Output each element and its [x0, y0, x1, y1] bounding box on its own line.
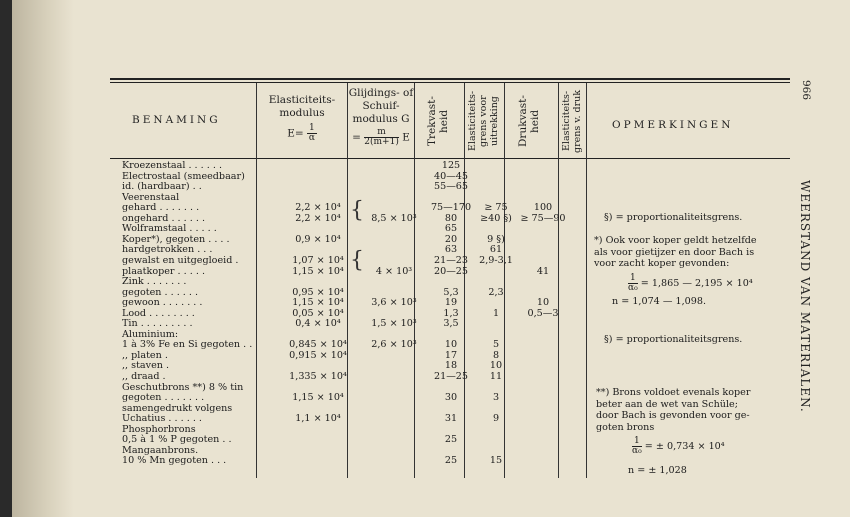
material-name: Mangaanbrons. — [122, 444, 199, 456]
trekvastheid-value: 1,3 — [443, 307, 459, 319]
trekvastheid-value: 31 — [444, 413, 458, 425]
e-modulus-value: 0,9 × 10⁴ — [295, 233, 341, 245]
trekvastheid-value: 21—23 — [433, 254, 468, 266]
table-row — [12, 192, 792, 203]
e-modulus-value: 0,915 × 10⁴ — [289, 349, 347, 361]
material-name: gewalst en uitgegloeid . — [122, 254, 239, 266]
header-trekvastheid: Trekvast-heid — [426, 96, 450, 146]
material-name: gegoten . . . . . . . — [122, 392, 205, 404]
e-modulus-value: 1,15 × 10⁴ — [292, 392, 344, 404]
trekvastheid-value: 17 — [444, 349, 458, 361]
drukvastheid-value: 10 — [536, 297, 550, 309]
trekvastheid-value: 19 — [444, 297, 458, 309]
trekvastheid-value: 30 — [444, 392, 458, 404]
note-brons: **) Brons voldoet evenals koper beter aan de wet van Schüle; door Bach is gevonden voor ge- goten brons $\frac{1}{\text{α₀}}$ = ± 0,734 × 10⁴ — [596, 387, 751, 456]
material-name: Wolframstaal . . . . . — [122, 223, 217, 235]
note-proportionaliteit-2: §) = proportionaliteitsgrens. — [604, 334, 743, 345]
el-grens-value: 9 §) — [487, 233, 505, 245]
el-grens-value: 9 — [492, 413, 500, 425]
material-name: ,, draad . — [122, 371, 166, 382]
material-name: 10 % Mn gegoten . . . — [122, 455, 227, 467]
material-name: ,, platen . — [122, 349, 168, 361]
trekvastheid-value: 80 — [444, 212, 458, 224]
g-modulus-value: 8,5 × 10³ — [371, 212, 417, 224]
e-modulus-value: 1,15 × 10⁴ — [292, 265, 344, 277]
table-row — [12, 160, 792, 171]
e-modulus-value: 0,845 × 10⁴ — [289, 339, 347, 351]
el-grens-value: 15 — [489, 455, 503, 467]
trekvastheid-value: 5,3 — [443, 286, 459, 298]
material-name: 0,5 à 1 % P gegoten . . — [122, 434, 232, 446]
material-name: plaatkoper . . . . . — [122, 265, 205, 277]
g-modulus-value: 2,6 × 10³ — [371, 339, 417, 351]
drukvastheid-value: 41 — [536, 265, 550, 277]
top-rule — [110, 78, 790, 80]
header-e-modulus: Elasticiteits- modulus E= $\frac{1}{\alpha}$ — [268, 94, 336, 143]
note-koper-n: n = 1,074 — 1,098. — [612, 296, 706, 307]
brace: { — [350, 198, 364, 223]
material-name: samengedrukt volgens — [122, 402, 233, 414]
material-name: Kroezenstaal . . . . . . — [122, 160, 222, 171]
material-name: id. (hardbaar) . . — [122, 181, 202, 193]
table-row — [12, 318, 792, 329]
material-name: Tin . . . . . . . . . — [122, 318, 193, 330]
trekvastheid-value: 55—65 — [433, 181, 468, 193]
drukvastheid-value: ≥ 75—90 — [520, 212, 566, 224]
header-bottom-rule — [110, 158, 790, 159]
trekvastheid-value: 125 — [441, 160, 461, 171]
g-modulus-value: 1,5 × 10³ — [371, 318, 417, 330]
header-benaming: BENAMING — [132, 114, 221, 126]
trekvastheid-value: 25 — [444, 434, 458, 446]
header-el-grens-trek: Elasticiteits-grens voor uitrekking — [467, 90, 500, 152]
trekvastheid-value: 10 — [444, 339, 458, 351]
brace: { — [350, 248, 364, 273]
e-modulus-value: 2,2 × 10⁴ — [295, 202, 341, 214]
el-grens-value: 61 — [489, 244, 503, 256]
note-koper: *) Ook voor koper geldt hetzelfde als voor gietijzer en door Bach is voor zacht koper gevonden: $\frac{1}{\text{α₀}}$ = 1,865 — 2,195 × 10⁴ — [594, 235, 757, 293]
material-name: Uchatius . . . . . . — [122, 413, 202, 425]
material-name: gewoon . . . . . . . — [122, 297, 203, 309]
table-row — [12, 223, 792, 234]
running-title: WEERSTAND VAN MATERIALEN. — [798, 180, 812, 413]
book-page — [12, 0, 850, 517]
material-name: hardgetrokken . . . — [122, 244, 213, 256]
material-name: Electrostaal (smeedbaar) — [122, 170, 245, 182]
table-row — [12, 171, 792, 182]
drukvastheid-value: 100 — [533, 202, 553, 214]
material-name: Phosphorbrons — [122, 423, 196, 435]
e-modulus-value: 0,05 × 10⁴ — [292, 307, 344, 319]
trekvastheid-value: 25 — [444, 455, 458, 467]
material-name: gehard . . . . . . . — [122, 202, 200, 214]
el-grens-value: 5 — [492, 339, 500, 351]
table-row — [12, 360, 792, 371]
note-proportionaliteit-1: §) = proportionaliteitsgrens. — [604, 212, 743, 223]
drukvastheid-value: 0,5—3 — [527, 307, 559, 319]
el-grens-value: 11 — [489, 371, 503, 382]
el-grens-value: ≥ 75 — [484, 202, 508, 214]
trekvastheid-value: 75—170 — [430, 202, 472, 214]
el-grens-value: ≥40 §) — [480, 212, 512, 224]
el-grens-value: 2,3 — [488, 286, 504, 298]
material-name: Veerenstaal — [122, 191, 180, 203]
trekvastheid-value: 21—25 — [433, 371, 468, 382]
material-name: 1 à 3% Fe en Si gegoten . . — [122, 339, 253, 351]
e-modulus-value: 0,4 × 10⁴ — [295, 318, 341, 330]
table-row — [12, 371, 792, 382]
trekvastheid-value: 3,5 — [443, 318, 459, 330]
el-grens-value: 1 — [492, 307, 500, 319]
el-grens-value: 2,9-3,1 — [479, 254, 513, 266]
material-name: gegoten . . . . . . — [122, 286, 199, 298]
g-modulus-value: 3,6 × 10³ — [371, 297, 417, 309]
el-grens-value: 8 — [492, 349, 500, 361]
el-grens-value: 3 — [492, 392, 500, 404]
g-modulus-value: 4 × 10³ — [375, 265, 413, 277]
table-row — [12, 350, 792, 361]
trekvastheid-value: 65 — [444, 223, 458, 235]
material-name: Geschutbrons **) 8 % tin — [122, 381, 244, 393]
trekvastheid-value: 63 — [444, 244, 458, 256]
e-modulus-value: 2,2 × 10⁴ — [295, 212, 341, 224]
material-name: Aluminium: — [122, 328, 179, 340]
e-modulus-value: 1,07 × 10⁴ — [292, 254, 344, 266]
e-modulus-value: 1,335 × 10⁴ — [289, 371, 347, 382]
material-name: ,, staven . — [122, 360, 170, 372]
e-modulus-value: 1,1 × 10⁴ — [295, 413, 341, 425]
material-name: Zink . . . . . . . — [122, 276, 187, 288]
page-number: 966 — [800, 80, 812, 101]
table-row — [12, 308, 792, 319]
material-name: ongehard . . . . . . — [122, 212, 205, 224]
trekvastheid-value: 18 — [444, 360, 458, 372]
material-name: Koper*), gegoten . . . . — [122, 233, 230, 245]
trekvastheid-value: 20—25 — [433, 265, 468, 277]
table-row — [12, 181, 792, 192]
e-modulus-value: 1,15 × 10⁴ — [292, 297, 344, 309]
e-modulus-value: 0,95 × 10⁴ — [292, 286, 344, 298]
trekvastheid-value: 40—45 — [433, 170, 468, 182]
trekvastheid-value: 20 — [444, 233, 458, 245]
el-grens-value: 10 — [489, 360, 503, 372]
note-brons-n: n = ± 1,028 — [628, 465, 687, 476]
top-rule-thin — [110, 82, 790, 83]
header-g-modulus: Glijdings- of Schuif- modulus G = $\frac{m}{2(m+1)}$ E — [348, 87, 414, 147]
header-drukvastheid: Drukvast-heid — [517, 95, 541, 147]
material-name: Lood . . . . . . . . — [122, 307, 195, 319]
header-el-grens-druk: Elasticiteits-grens v. druk — [561, 89, 583, 153]
header-opmerkingen: OPMERKINGEN — [612, 119, 734, 131]
